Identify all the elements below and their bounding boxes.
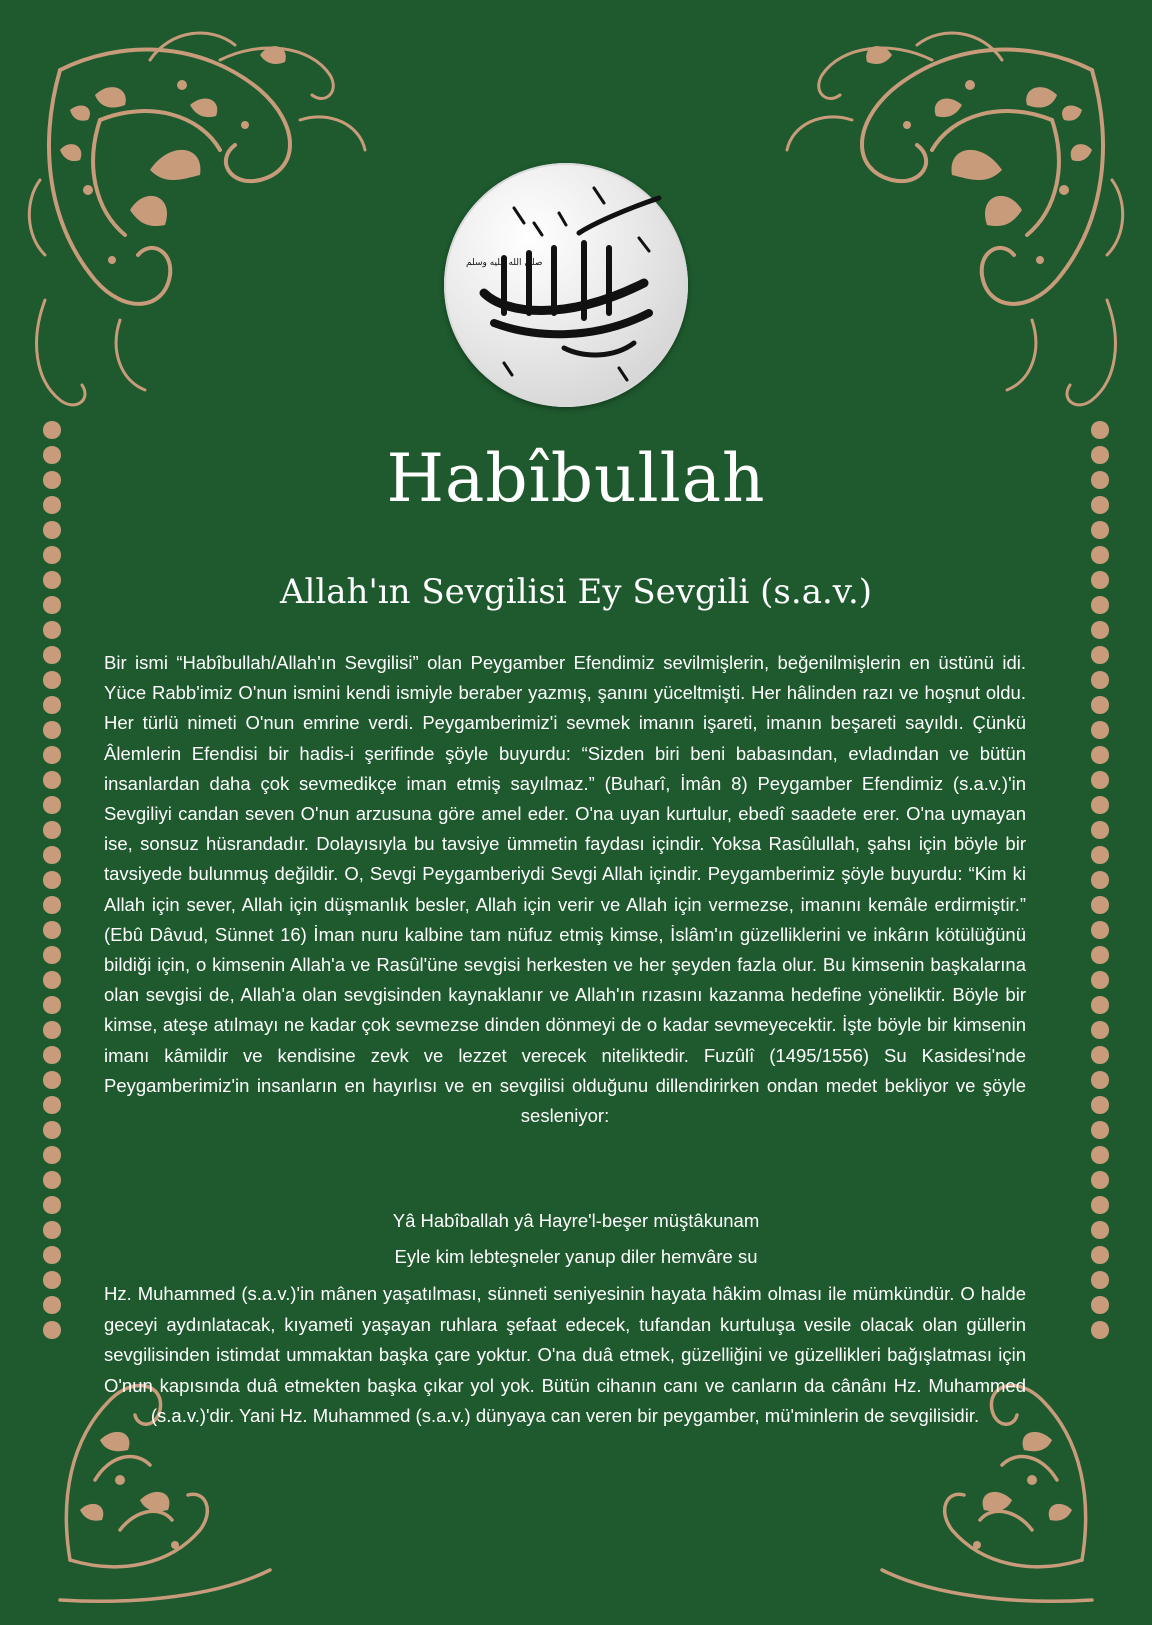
border-bead [1091,1046,1109,1064]
calligraphy-medallion [444,163,688,407]
border-bead [1091,896,1109,914]
border-bead [43,1321,61,1339]
border-bead [1091,971,1109,989]
border-bead [43,546,61,564]
border-bead [1091,1296,1109,1314]
habibullah-calligraphy-icon [444,163,688,407]
right-border-chain [1091,421,1109,1339]
border-bead [1091,421,1109,439]
border-bead [1091,521,1109,539]
border-bead [1091,1321,1109,1339]
border-bead [43,1296,61,1314]
border-bead [1091,1271,1109,1289]
border-bead [43,1046,61,1064]
verse-line-2: Eyle kim lebteşneler yanup diler hemvâre su [394,1246,758,1267]
border-bead [43,996,61,1014]
border-bead [43,1071,61,1089]
border-bead [43,1271,61,1289]
page-subtitle: Allah'ın Sevgilisi Ey Sevgili (s.a.v.) [279,572,873,612]
border-bead [1091,946,1109,964]
border-bead [43,696,61,714]
border-bead [43,1096,61,1114]
border-bead [1091,1146,1109,1164]
border-bead [43,646,61,664]
medallion-small-text: صلى الله عليه وسلم [466,258,543,268]
border-bead [43,971,61,989]
border-bead [1091,796,1109,814]
border-bead [43,796,61,814]
border-bead [43,871,61,889]
border-bead [1091,1071,1109,1089]
border-bead [43,521,61,539]
border-bead [43,1146,61,1164]
border-bead [1091,546,1109,564]
border-bead [1091,671,1109,689]
border-bead [43,421,61,439]
closing-paragraph: Hz. Muhammed (s.a.v.)'in mânen yaşatılması, sünneti seniyesinin hayata hâkim olması ile mümkündür. O halde geceyi aydınlatacak, kıyameti yaşayan ruhlara şefaat edecek, tufandan kurtuluşa vesile olacak olan güllerin sevgilisinden istimdat ummaktan başka çare yoktur. O'na duâ etmek, güzelliğini ve güzellikleri bağışlatması için O'nun kapısında duâ etmekten başka çıkar yol yok. Bütün cihanın canı ve canların da cânânı Hz. Muhammed (s.a.v.)'dir. Yani Hz. Muhammed (s.a.v.) dünyaya can veren bir peygamber, mü'minlerin de sevgilisidir. [104,1283,1026,1427]
border-bead [1091,1021,1109,1039]
border-bead [43,771,61,789]
border-bead [1091,821,1109,839]
border-bead [1091,746,1109,764]
top-right-ornament [787,33,1123,405]
border-bead [1091,1171,1109,1189]
verse-line-1: Yâ Habîballah yâ Hayre'l-beşer müştâkunam [392,1210,760,1231]
top-left-ornament [29,33,365,405]
border-bead [43,946,61,964]
border-bead [1091,721,1109,739]
body-paragraph: Bir ismi “Habîbullah/Allah'ın Sevgilisi” olan Peygamber Efendimiz sevilmişlerin, beğenilmişlerin en üstünü idi. Yüce Rabb'imiz O'nun ismini kendi ismiyle beraber yazmış, şanını yüceltmişti. Her hâlinden razı ve hoşnut oldu. Her türlü nimeti O'nun emrine verdi. Peygamberimiz'i sevmek imanın işareti, imanın beşareti sayıldı. Çünkü Âlemlerin Efendisi bir hadis-i şerifinde şöyle buyurdu: “Sizden biri beni babasından, evladından ve bütün insanlardan daha çok sevmedikçe iman etmiş sayılmaz.” (Buharî, İmân 8) Peygamber Efendimiz (s.a.v.)'in Sevgiliyi candan seven O'nun arzusuna göre amel eder. O'na uyan kurtulur, ebedî saadete erer. O'na uymayan ise, sonsuz hüsrandadır. Dolayısıyla bu tavsiye ümmetin faydası içindir. Yoksa Rasûlullah, şahsı için böyle bir tavsiyede bulunmuş değildir. O, Sevgi Peygamberiydi Sevgi Allah içindir. Peygamberimiz şöyle buyurdu: “Kim ki Allah için sever, Allah için düşmanlık besler, Allah için verir ve Allah için vermezse, imanını kemâle erdirmiştir.” (Ebû Dâvud, Sünnet 16) İman nuru kalbine tam nüfuz etmiş kimse, İslâm'ın güzelliklerini ve inkârın kötülüğünü bildiği için, o kimsenin Allah'a ve Rasûl'üne sevgisi herkesten ve her şeyden fazla olur. Bu kimsenin başkalarına olan sevgisi de, Allah'a olan sevgisinden kaynaklanır ve Allah'ın rızasını kazanma hedefine yöneliktir. Böyle bir kimse, ateşe atılmayı ne kadar çok sevmezse dinden dönmeyi de o kadar sevmeyecektir. İşte böyle bir kimsenin imanı kâmildir ve kendisine zevk ve lezzet verecek niteliktedir. Fuzûlî (1495/1556) Su Kasidesi'nde Peygamberimiz'in insanların en hayırlısı ve en sevgilisi olduğunu dillendirirken ondan medet bekliyor ve şöyle sesleniyor: [104,652,1026,1127]
border-bead [1091,921,1109,939]
left-border-chain [43,421,61,1339]
border-bead [43,1121,61,1139]
border-bead [43,1171,61,1189]
border-bead [43,621,61,639]
bottom-left-leaves [80,1432,179,1549]
border-bead [1091,846,1109,864]
page-title: Habîbullah [386,440,766,517]
border-bead [43,721,61,739]
border-bead [1091,696,1109,714]
border-bead [43,846,61,864]
border-bead [43,746,61,764]
border-bead [1091,771,1109,789]
border-bead [1091,621,1109,639]
border-bead [1091,996,1109,1014]
border-bead [43,896,61,914]
border-bead [43,671,61,689]
border-bead [43,1021,61,1039]
border-bead [1091,646,1109,664]
border-bead [43,821,61,839]
border-bead [43,921,61,939]
border-bead [1091,1096,1109,1114]
border-bead [1091,1121,1109,1139]
border-bead [1091,871,1109,889]
